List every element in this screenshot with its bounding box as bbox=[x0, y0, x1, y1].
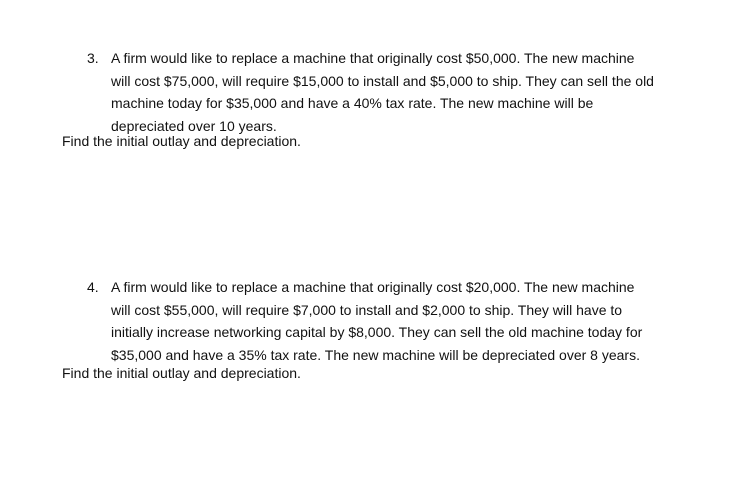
problem-line: A firm would like to replace a machine that originally cost $20,000. The new machine bbox=[111, 279, 635, 295]
problem-text bbox=[111, 47, 707, 137]
problem-4 bbox=[87, 276, 707, 366]
problem-line: machine today for $35,000 and have a 40% tax rate. The new machine will be bbox=[111, 95, 594, 111]
problem-number: 4. bbox=[87, 279, 99, 295]
problem-line: $35,000 and have a 35% tax rate. The new machine will be depreciated over 8 years. bbox=[111, 346, 640, 363]
problem-line: depreciated over 10 years. bbox=[111, 117, 277, 134]
problem-line: A firm would like to replace a machine that originally cost $50,000. The new machine bbox=[111, 50, 635, 66]
problem-number: 3. bbox=[87, 50, 99, 66]
problem-line: initially increase networking capital by $8,000. They can sell the old machine today for bbox=[111, 324, 643, 340]
problem-instruction: Find the initial outlay and depreciation. bbox=[62, 133, 301, 149]
problem-line: will cost $75,000, will require $15,000 to install and $5,000 to ship. They can sell the old bbox=[111, 72, 654, 89]
problem-instruction: Find the initial outlay and depreciation. bbox=[62, 365, 301, 381]
problem-line: will cost $55,000, will require $7,000 to install and $2,000 to ship. They will have to bbox=[111, 301, 623, 318]
problem-3 bbox=[87, 47, 707, 137]
problem-text bbox=[111, 276, 707, 366]
